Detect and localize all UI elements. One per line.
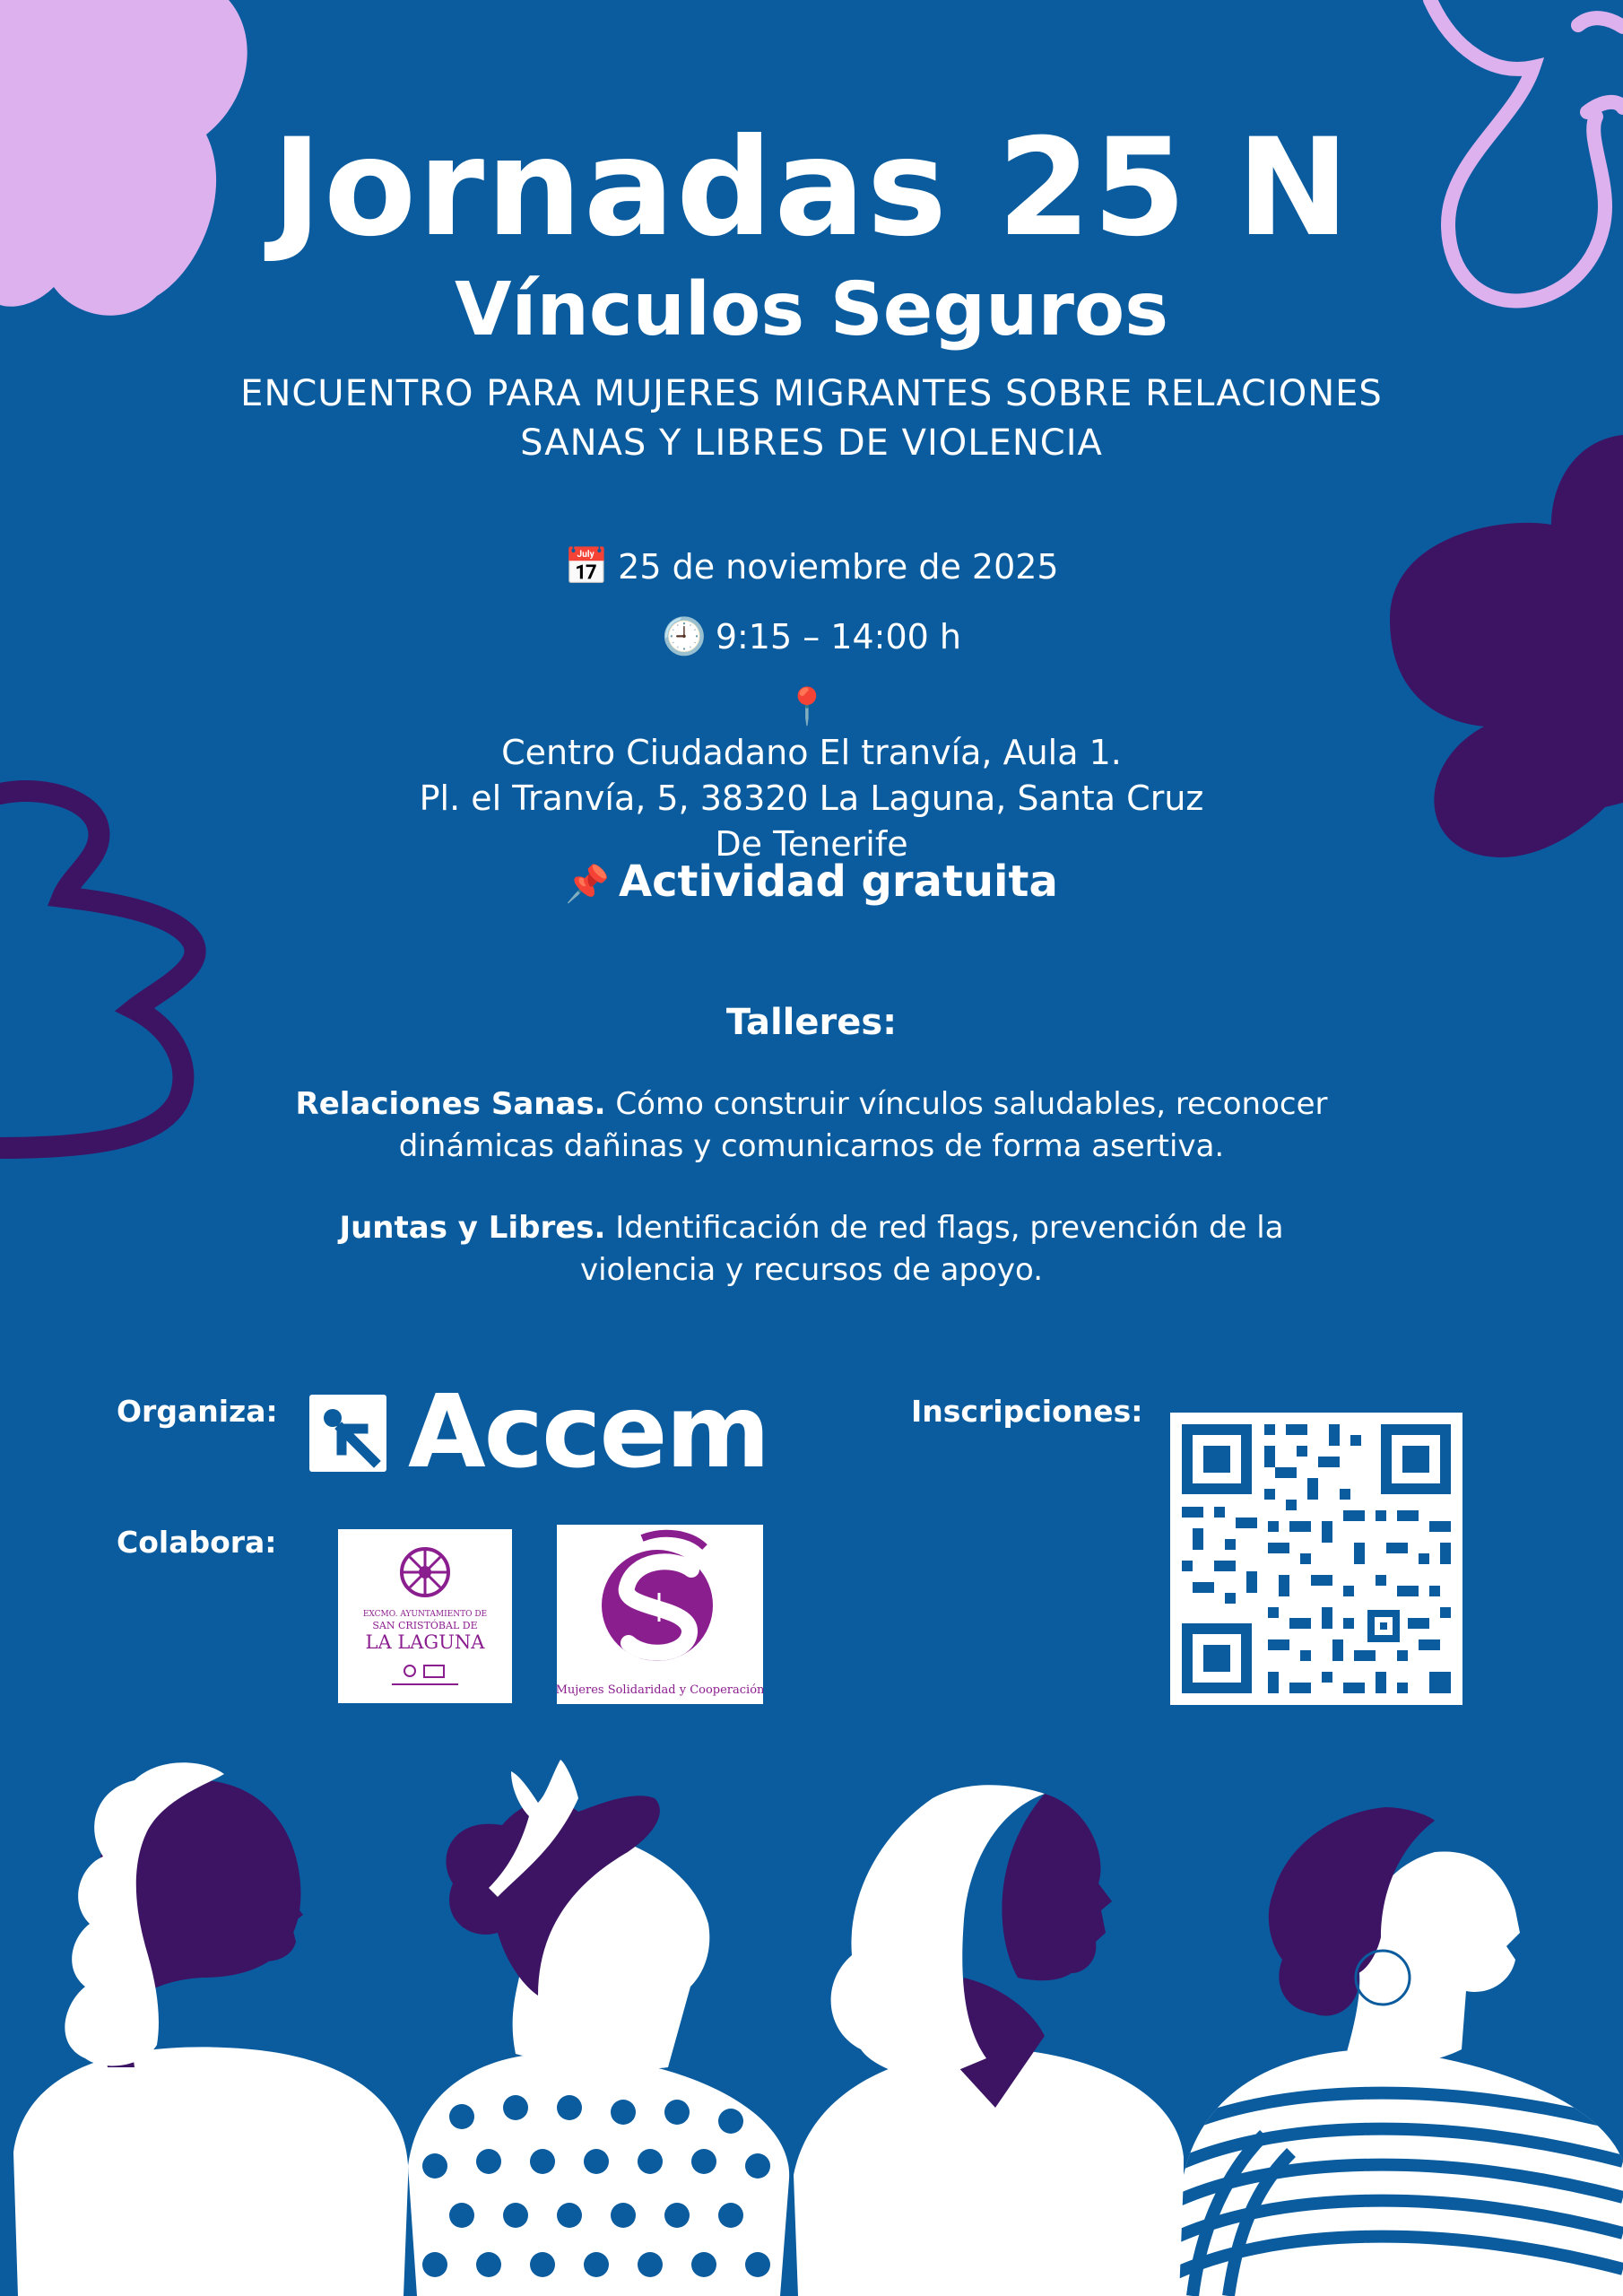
event-place — [0, 684, 1623, 867]
taller-desc: Identificación de red flags, prevención de la — [615, 1210, 1284, 1246]
woman-afro — [13, 1762, 408, 2296]
event-tagline — [0, 370, 1623, 468]
talleres-heading: Talleres: — [725, 1002, 898, 1043]
place-line-3: De Tenerife — [715, 824, 908, 864]
event-date — [0, 544, 1623, 589]
colabora-label: Colabora: — [117, 1525, 277, 1560]
la-laguna-line-3: LA LAGUNA — [365, 1631, 485, 1653]
mujeres-solidaridad-logo — [557, 1525, 763, 1704]
la-laguna-line-2: SAN CRISTÓBAL DE — [372, 1620, 478, 1631]
taller-line — [0, 1207, 1623, 1249]
tagline-line: ENCUENTRO PARA MUJERES MIGRANTES SOBRE RELACIONES — [240, 373, 1383, 414]
place-line-2: Pl. el Tranvía, 5, 38320 La Laguna, Santa Cruz — [419, 778, 1204, 818]
qr-code[interactable] — [1170, 1413, 1462, 1705]
la-laguna-logo — [338, 1529, 512, 1703]
clock-icon: 🕘 — [662, 616, 707, 657]
pin-icon: 📍 — [785, 686, 829, 727]
date-text: 25 de noviembre de 2025 — [618, 547, 1059, 587]
woman-striped — [1166, 1807, 1623, 2296]
taller-item — [0, 1207, 1623, 1292]
place-line-1 — [0, 684, 1623, 776]
qr-code-pattern — [1170, 1413, 1462, 1705]
woman-polka-dots — [408, 1760, 789, 2296]
event-time — [0, 614, 1623, 659]
time-text: 9:15 – 14:00 h — [715, 617, 961, 657]
pushpin-icon: 📌 — [565, 864, 610, 905]
mujeres-logo-text: Mujeres Solidaridad y Cooperación — [557, 1683, 763, 1697]
accem-logo — [309, 1374, 769, 1491]
calendar-icon: 📅 — [564, 546, 610, 587]
event-subtitle: Vínculos Seguros — [454, 267, 1169, 352]
accem-arrow-icon — [309, 1395, 386, 1472]
event-title: Jornadas 25 N — [272, 110, 1351, 266]
tagline-line: SANAS Y LIBRES DE VIOLENCIA — [520, 422, 1103, 464]
taller-desc: Cómo construir vínculos saludables, reconocer — [615, 1086, 1328, 1122]
taller-line — [0, 1083, 1623, 1126]
free-text: Actividad gratuita — [618, 857, 1058, 907]
organiza-label: Organiza: — [117, 1394, 278, 1429]
taller-item — [0, 1083, 1623, 1168]
free-activity — [0, 854, 1623, 912]
taller-line: dinámicas dañinas y comunicarnos de forma asertiva. — [398, 1128, 1225, 1164]
taller-name: Juntas y Libres. — [339, 1210, 606, 1246]
woman-short-hair — [794, 1785, 1184, 2296]
inscripciones-label: Inscripciones: — [911, 1394, 1143, 1429]
la-laguna-line-1: EXCMO. AYUNTAMIENTO DE — [362, 1610, 488, 1619]
taller-line: violencia y recursos de apoyo. — [579, 1252, 1044, 1288]
taller-name: Relaciones Sanas. — [295, 1086, 606, 1122]
accem-name: Accem — [408, 1374, 769, 1491]
place-text: Centro Ciudadano El tranvía, Aula 1. — [501, 733, 1122, 772]
women-illustration — [0, 1758, 1623, 2296]
